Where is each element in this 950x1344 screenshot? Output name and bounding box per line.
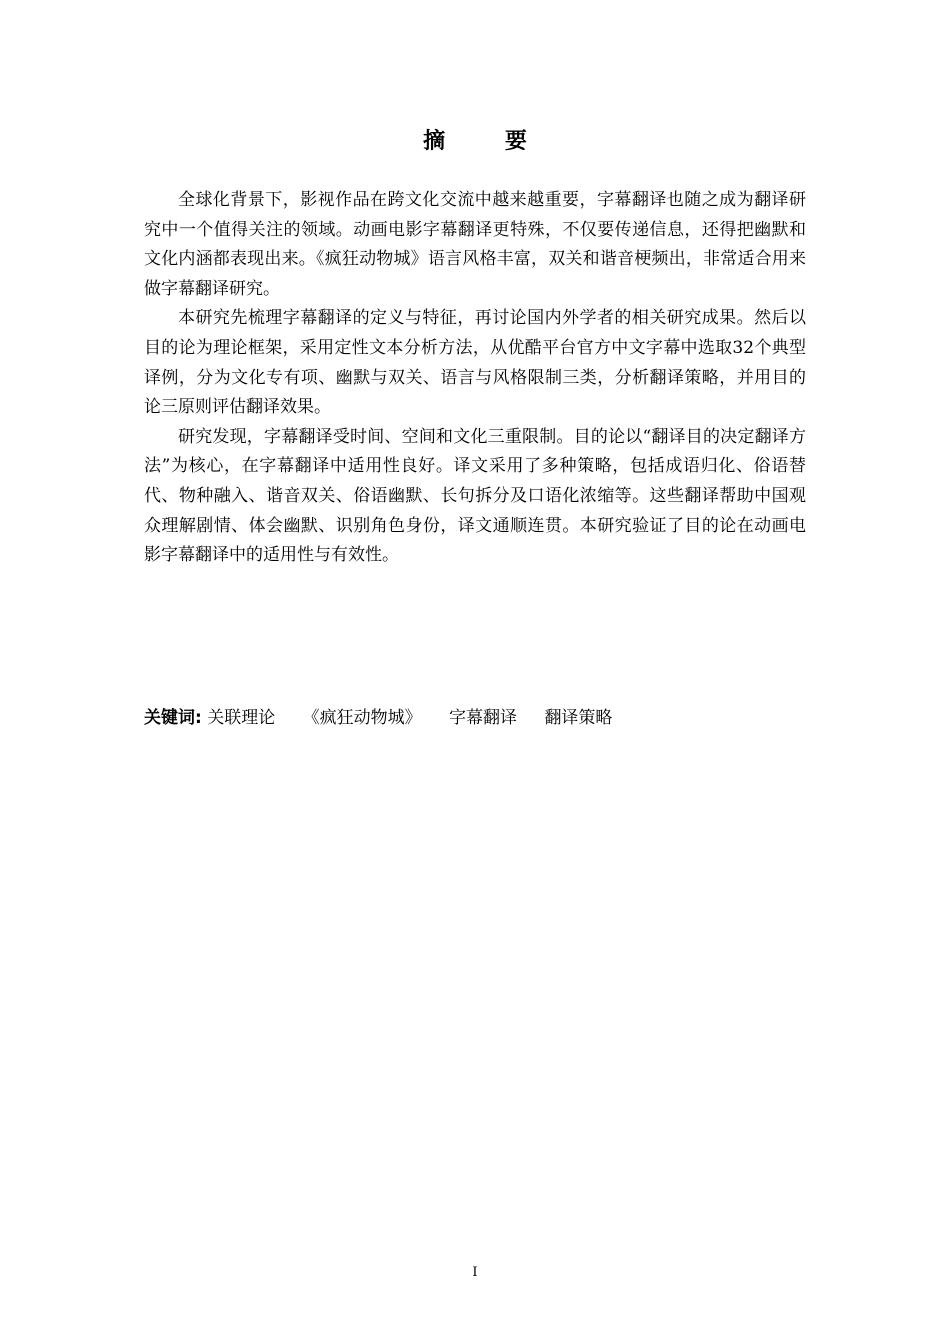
keyword-item: 《疯狂动物城》 xyxy=(302,708,422,728)
page-number: I xyxy=(472,1265,478,1280)
abstract-body xyxy=(144,186,806,571)
abstract-paragraph-2: 本研究先梳理字幕翻译的定义与特征，再讨论国内外学者的相关研究成果。然后以目的论为理论框架，采用定性文本分析方法，从优酷平台官方中文字幕中选取32个典型译例，分为文化专有项、幽默与双关、语言与风格限制三类，分析翻译策略，并用目的论三原则评估翻译效果。 xyxy=(144,308,806,418)
keywords-line xyxy=(144,704,806,732)
keyword-item: 字幕翻译 xyxy=(449,708,518,728)
keyword-item: 关联理论 xyxy=(207,708,276,728)
page-title: 摘 要 xyxy=(423,129,553,154)
keywords-label: 关键词: xyxy=(144,708,202,728)
abstract-paragraph-3: 研究发现，字幕翻译受时间、空间和文化三重限制。目的论以“翻译目的决定翻译方法”为核心，在字幕翻译中适用性良好。译文采用了多种策略，包括成语归化、俗语替代、物种融入、谐音双关、俗语幽默、长句拆分及口语化浓缩等。这些翻译帮助中国观众理解剧情、体会幽默、识别角色身份，译文通顺连贯。本研究验证了目的论在动画电影字幕翻译中的适用性与有效性。 xyxy=(144,426,806,566)
keyword-item: 翻译策略 xyxy=(544,708,613,728)
abstract-paragraph-1: 全球化背景下，影视作品在跨文化交流中越来越重要，字幕翻译也随之成为翻译研究中一个值得关注的领域。动画电影字幕翻译更特殊，不仅要传递信息，还得把幽默和文化内涵都表现出来。《疯狂动物城》语言风格丰富，双关和谐音梗频出，非常适合用来做字幕翻译研究。 xyxy=(144,190,806,299)
